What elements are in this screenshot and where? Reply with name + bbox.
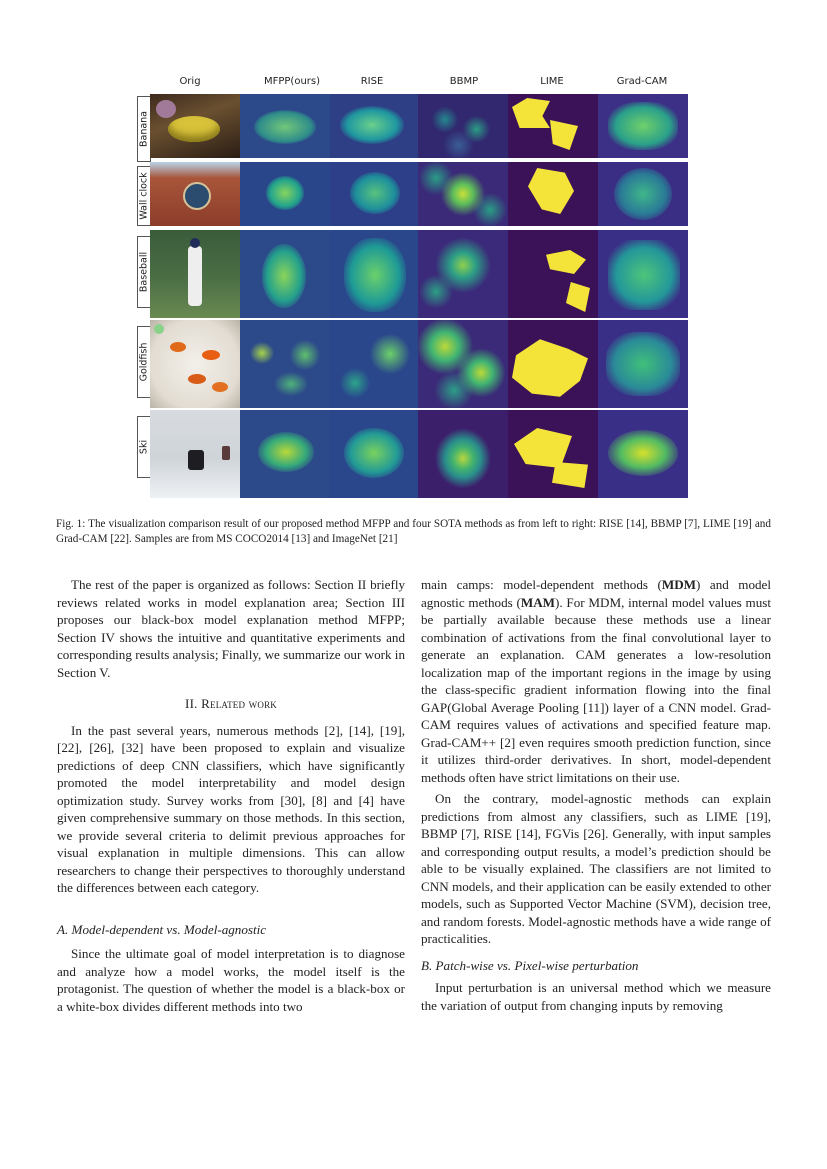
subsection-title-a: A. Model-dependent vs. Model-agnostic: [57, 921, 267, 937]
figure-caption: Fig. 1: The visualization comparison result of our proposed method MFPP and four SOTA methods as from left to right: RISE [14], BBMP [7], LIME [19] and Grad-CAM [22]. Samples are from MS COCO2014 [13] and ImageNet [21]: [56, 518, 771, 545]
col-header-orig: Orig: [179, 76, 201, 87]
row-label-banana: Banana: [137, 96, 151, 162]
cell-banana-mfpp: [240, 94, 330, 158]
paragraph-related-work: In the past several years, numerous methods [2], [14], [19], [22], [26], [32] have been proposed to explain and visualize predictions of deep CNN classifiers, which have significantly promoted the model interpretability and model design optimization study. Survey works from [30], [8] and [4] have given comprehensive summary on those methods. In this section, we provide several criteria to delimit previous approaches for visual explanation in multiple dimensions. This can allow researchers to change their perspectives to thoroughly understand the differences between each category.: [57, 722, 405, 895]
paragraph-intro: The rest of the paper is organized as follows: Section II briefly reviews related works in model explanation area; Section III proposes our black-box model explanation method MFPP; Section IV shows the intuitive and quantitative experiments and corresponding results analysis; Finally, we summarize our work in Section V.: [57, 577, 405, 680]
cell-goldfish-lime: [508, 320, 598, 408]
paragraph-model-agnostic: On the contrary, model-agnostic methods can explain predictions from almost any classifiers, such as LIME [19], BBMP [7], RISE [14], FGVis [26]. Generally, with input samples and corresponding output results, a model’s prediction should be able to be visually explained. The classifiers are not limited to CNN models, and their application can be easily extended to other models, such as Supported Vector Machine (SVM), decision tree, and random forests. Model-agnostic methods have a wide range of practicalities.: [421, 791, 771, 946]
mdm-term: MDM: [661, 577, 697, 592]
paragraph-main-camps: main camps: model-dependent methods (MDM) and model agnostic methods (MAM). For MDM, internal model values must be partially available because these methods use a linear combination of activations from the final convolutional layer to generate an explanation. CAM generates a low-resolution localization map of the important regions in the image by using the class-specific gradient information flowing into the final GAP(Global Average Pooling [11]) layer of a CNN model. Grad-CAM requires values of activations and specified feature map. Grad-CAM++ [2] even requires smooth prediction function, since it utilizes third-order derivatives. In short, model-dependent methods often have strict limitations on their use.: [421, 577, 771, 785]
paragraph-model-dependent: Since the ultimate goal of model interpretation is to diagnose and analyze how a model works, the model itself is the protagonist. The question of whether the model is a black-box or a white-box divides different methods into two: [57, 946, 405, 1014]
col-header-bbmp: BBMP: [449, 76, 479, 87]
paragraph-input-perturbation: Input perturbation is an universal method which we measure the variation of output from changing inputs by removing: [421, 980, 771, 1013]
cell-goldfish-orig: [150, 320, 240, 408]
cell-clock-rise: [330, 162, 418, 226]
cell-baseball-bbmp: [418, 230, 508, 318]
cell-clock-bbmp: [418, 162, 508, 226]
cell-banana-rise: [330, 94, 418, 158]
cell-ski-bbmp: [418, 410, 508, 498]
row-label-baseball: Baseball: [137, 236, 151, 308]
row-label-goldfish: Goldfish: [137, 326, 151, 398]
col-header-mfpp: MFPP(ours): [263, 76, 321, 87]
col-header-rise: RISE: [360, 76, 384, 87]
comparison-figure: [137, 76, 690, 500]
cell-banana-bbmp: [418, 94, 508, 158]
cell-goldfish-bbmp: [418, 320, 508, 408]
left-column: [57, 576, 405, 1015]
row-label-ski: Ski: [137, 416, 151, 478]
cell-banana-orig: [150, 94, 240, 158]
subsection-title-b: B. Patch-wise vs. Pixel-wise perturbation: [421, 957, 639, 973]
cell-banana-lime: [508, 94, 598, 158]
cell-clock-lime: [508, 162, 598, 226]
cell-ski-orig: [150, 410, 240, 498]
mam-term: MAM: [520, 594, 556, 610]
cell-banana-gradcam: [598, 94, 688, 158]
cell-baseball-orig: [150, 230, 240, 318]
cell-ski-rise: [330, 410, 418, 498]
cell-goldfish-rise: [330, 320, 418, 408]
cell-ski-gradcam: [598, 410, 688, 498]
cell-clock-orig: [150, 162, 240, 226]
cell-goldfish-mfpp: [240, 320, 330, 408]
cell-clock-mfpp: [240, 162, 330, 226]
cell-baseball-lime: [508, 230, 598, 318]
col-header-lime: LIME: [540, 76, 564, 87]
cell-baseball-rise: [330, 230, 418, 318]
row-label-wall-clock: Wall clock: [137, 166, 151, 226]
cell-baseball-gradcam: [598, 230, 688, 318]
cell-clock-gradcam: [598, 162, 688, 226]
section-title-related-work: II. Related work: [185, 696, 277, 711]
col-header-gradcam: Grad-CAM: [616, 76, 668, 87]
right-column: [421, 576, 771, 1014]
cell-baseball-mfpp: [240, 230, 330, 318]
cell-ski-lime: [508, 410, 598, 498]
cell-ski-mfpp: [240, 410, 330, 498]
cell-goldfish-gradcam: [598, 320, 688, 408]
